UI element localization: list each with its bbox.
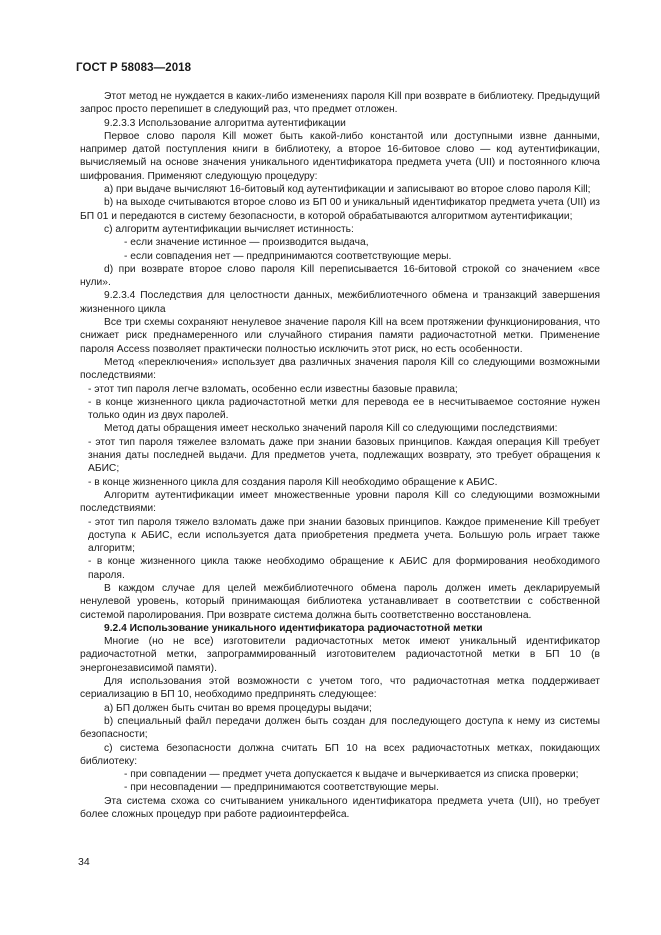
paragraph: Первое слово пароля Kill может быть какой-либо константой или доступными извне данными, например датой поступления книги в библиотеку, а второе 16-битовое слово — код аутентификации, вычисляемый на основе значения уникального идентификатора предмета учета (UII) и постоянного ключа шифрования. Применяют следующую процедуру: bbox=[80, 130, 600, 182]
list-item: - в конце жизненного цикла радиочастотной метки для перевода ее в несчитываемое состояние нужен только один из двух паролей. bbox=[88, 396, 600, 422]
list-item: - этот тип пароля тяжело взломать даже при знании базовых принципов. Каждое применение Kill требует доступа к АБИС, если используется дата приобретения предмета учета. Большую роль играет также алгоритм; bbox=[88, 516, 600, 555]
list-item: b) специальный файл передачи должен быть создан для последующего доступа к нему из системы безопасности; bbox=[80, 715, 600, 741]
paragraph: Метод даты обращения имеет несколько значений пароля Kill со следующими последствиями: bbox=[104, 423, 558, 435]
paragraph: Для использования этой возможности с учетом того, что радиочастотная метка поддерживает сериализацию в БП 10, необходимо предпринять следующее: bbox=[80, 676, 600, 701]
paragraph: Все три схемы сохраняют ненулевое значение пароля Kill на всем протяжении функционирования, что снижает риск преднамеренного или случайного стирания памяти радиочастотной метки. Применение пароля Access позволяет практически полностью исключить этот риск, но есть особенности. bbox=[80, 317, 600, 355]
paragraph: Этот метод не нуждается в каких-либо изменениях пароля Kill при возврате в библиотеку. Предыдущий запрос просто перепишет в следующий раз, что предмет отложен. bbox=[80, 91, 600, 116]
sub-list-item: - если совпадения нет — предпринимаются соответствующие меры. bbox=[124, 250, 452, 262]
section-heading-bold: 9.2.4 Использование уникального идентификатора радиочастотной метки bbox=[104, 622, 483, 634]
standard-header: ГОСТ Р 58083—2018 bbox=[76, 62, 192, 74]
paragraph: Многие (но не все) изготовители радиочастотных меток имеют уникальный идентификатор радиочастотной метки, запрограммированный изготовителем радиочастотной метки в БП 10 (в энергонезависимой памяти). bbox=[80, 636, 600, 674]
document-body bbox=[80, 90, 600, 821]
list-item: - этот тип пароля легче взломать, особенно если известны базовые правила; bbox=[88, 383, 458, 395]
list-item: b) на выходе считываются второе слово из БП 00 и уникальный идентификатор предмета учета (UII) из БП 01 и передаются в систему безопасности, в которой обрабатываются алгоритмом аутентификации; bbox=[80, 197, 600, 222]
list-item: c) система безопасности должна считать БП 10 на всех радиочастотных метках, покидающих библиотеку: bbox=[80, 742, 600, 767]
list-item: c) алгоритм аутентификации вычисляет истинность: bbox=[104, 223, 354, 235]
sub-list-item: - если значение истинное — производится выдача, bbox=[124, 237, 369, 249]
section-heading: 9.2.3.3 Использование алгоритма аутентификации bbox=[104, 117, 346, 129]
list-item: a) при выдаче вычисляют 16-битовый код аутентификации и записывают во второе слово пароля Kill; bbox=[104, 184, 591, 196]
page-number: 34 bbox=[78, 856, 90, 868]
list-item: - этот тип пароля тяжелее взломать даже при знании базовых принципов. Каждая операция Kill требует знания даты последней выдачи. Для предметов учета, подлежащих возврату, это требует обращения к АБИС; bbox=[88, 436, 600, 475]
section-heading: 9.2.3.4 Последствия для целостности данных, межбиблиотечного обмена и транзакций завершения жизненного цикла bbox=[80, 290, 600, 315]
list-item: - в конце жизненного цикла для создания пароля Kill необходимо обращение к АБИС. bbox=[88, 476, 498, 488]
list-item: - в конце жизненного цикла также необходимо обращение к АБИС для формирования необходимого пароля. bbox=[88, 556, 600, 581]
list-item: d) при возврате второе слово пароля Kill переписывается 16-битовой строкой со значением «все нули». bbox=[80, 263, 600, 289]
sub-list-item: - при несовпадении — предпринимаются соответствующие меры. bbox=[124, 782, 439, 794]
list-item: a) БП должен быть считан во время процедуры выдачи; bbox=[104, 702, 372, 714]
paragraph: Эта система схожа со считыванием уникального идентификатора предмета учета (UII), но требует более сложных процедур при работе радиоинтерфейса. bbox=[80, 795, 600, 821]
paragraph: В каждом случае для целей межбиблиотечного обмена пароль должен иметь декларируемый ненулевой уровень, который принимающая библиотека устанавливает в соответствии с собственной системой паролирования. При возврате система должна быть соответственно восстановлена. bbox=[80, 582, 600, 621]
paragraph: Алгоритм аутентификации имеет множественные уровни пароля Kill со следующими возможными последствиями: bbox=[80, 489, 600, 515]
paragraph: Метод «переключения» использует два различных значения пароля Kill со следующими возможными последствиями: bbox=[80, 356, 600, 382]
sub-list-item: - при совпадении — предмет учета допускается к выдаче и вычеркивается из списка проверки; bbox=[124, 769, 579, 781]
